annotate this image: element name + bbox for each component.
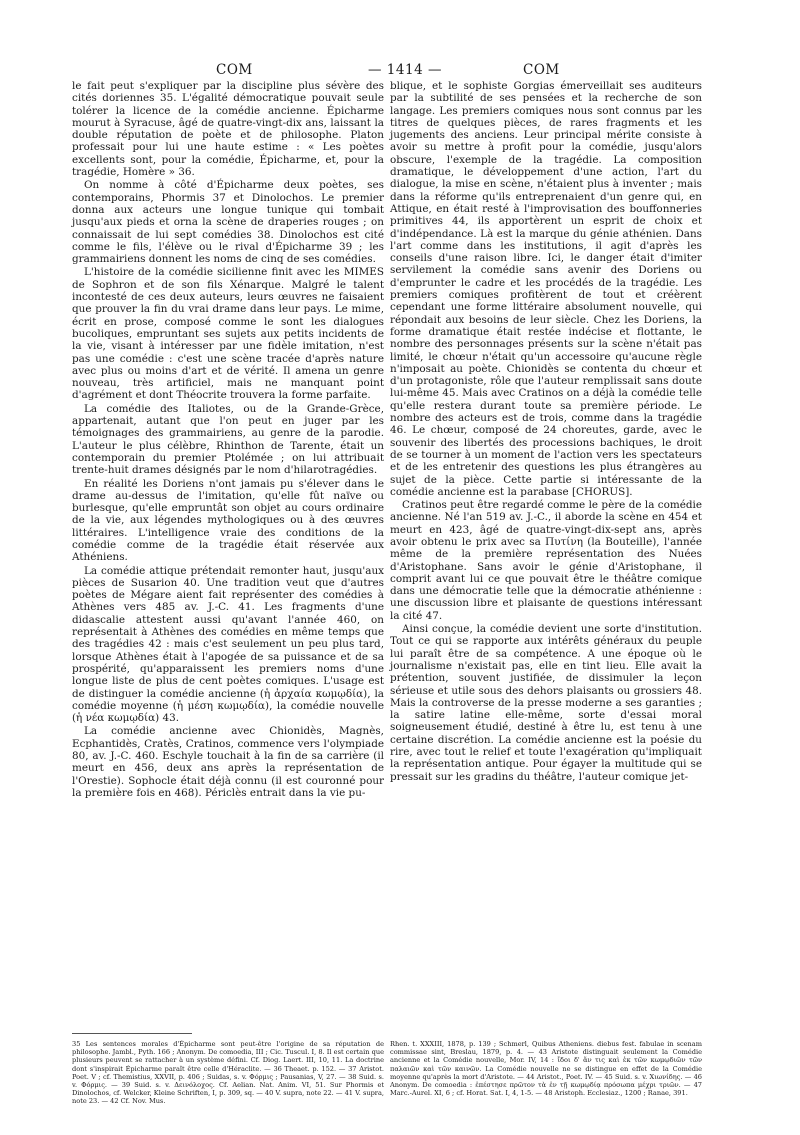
right-column	[390, 80, 702, 783]
paragraph: La comédie des Italiotes, ou de la Grande-Grèce, appartenait, autant que l'on peut en juger par les témoignages des grammairiens, au genre de la parodie. L'auteur le plus célèbre, Rhinthon de Tarente, était un contemporain du premier Ptolémée ; on lui attribuait trente-huit drames désignés par le nom d'hilarotragédies.	[72, 402, 384, 477]
paragraph: La comédie ancienne avec Chionidès, Magnès, Ecphantidès, Cratès, Cratinos, commence vers l'olympiade 80, av. J.-C. 460. Eschyle touchait à la fin de sa carrière (il meurt en 456, deux ans après la représentation de l'Orestie). Sophocle était déjà connu (il est couronné pour la première fois en 468). Périclès entrait dans la vie pu-	[72, 725, 384, 799]
footnotes-left: 35 Les sentences morales d'Épicharme sont peut-être l'origine de sa réputation de philosophe. Jambl., Pyth. 166 ; Anonym. De comoedia, III ; Cic. Tuscul. I, 8. Il est certain que plusieurs peuvent se rattacher à un système défini. Cf. Diog. Laert. III, 10, 11. La doctrine dont s'inspirait Épicharme paraît être celle d'Héraclite. — 36 Theaet. p. 152. — 37 Aristot. Poet. V ; cf. Themistius, XXVII, p. 406 ; Suidas, s. v. Φόρμις ; Pausanias, V, 27. — 38 Suid. s. v. Φόρμις. — 39 Suid. s. v. Δεινόλοχος. Cf. Aelian. Nat. Anim. VI, 51. Sur Phormis et Dinolochos, cf. Welcker, Kleine Schriften, I, p. 309, sq. — 40 V. supra, note 22. — 41 V. supra, note 23. — 42 Cf. Nov. Mus.	[72, 1040, 384, 1106]
footnotes-right: Rhen. t. XXXIII, 1878, p. 139 ; Schmerl, Quibus Atheniens. diebus fest. fabulae in scenam commissae sint, Breslau, 1879, p. 4. — 43 Aristote distinguait seulement la Comédie ancienne et la Comédie nouvelle, Mor. IV, 14 : ἴδοι δ' ἄν τις καὶ ἐκ τῶν κωμῳδιῶν τῶν παλαιῶν καὶ τῶν καινῶν. La Comédie nouvelle ne se distingue en effet de la Comédie moyenne qu'après la mort d'Aristote. — 44 Aristot., Poet. IV. — 45 Suid. s. v. Χιωνίδης. — 46 Anonym. De comoedia : ἐπέστησε πρῶτον τὰ ἐν τῇ κωμῳδίᾳ πρόσωπα μέχρι τριῶν. — 47 Marc.-Aurel. XI, 6 ; cf. Horat. Sat. I, 4, 1-5. — 48 Aristoph. Ecclesiaz., 1200 ; Ranae, 391.	[390, 1040, 702, 1098]
paragraph: blique, et le sophiste Gorgias émerveillait ses auditeurs par la subtilité de ses pensées et la recherche de son langage. Les premiers comiques nous sont connus par les titres de quelques pièces, de rares fragments et les jugements des anciens. Leur principal mérite consiste à avoir su mettre à profit pour la comédie, jusqu'alors obscure, l'exemple de la tragédie. La composition dramatique, le développement d'une action, l'art du dialogue, la mise en scène, n'étaient plus à inventer ; mais dans la réforme qu'ils entreprenaient d'un genre qui, en Attique, en était resté à l'improvisation des bouffonneries primitives 44, ils apportèrent un esprit de choix et d'indépendance. Là est la marque du génie athénien. Dans l'art comme dans les institutions, il agit d'après les conseils d'une raison libre. Ici, le danger était d'imiter servilement la comédie sans avenir des Doriens ou d'emprunter le cadre et les procédés de la tragédie. Les premiers comiques profitèrent de tout et créèrent cependant une forme littéraire absolument nouvelle, qui répondait aux besoins de leur siècle. Chez les Doriens, la forme dramatique était restée indécise et flottante, le nombre des personnages présents sur la scène n'était pas limité, le chœur n'était qu'un accessoire qu'aucune règle n'imposait au poète. Chionidès se contenta du chœur et d'un protagoniste, rôle que l'auteur remplissait sans doute lui-même 45. Mais avec Cratinos on a déjà la comédie telle qu'elle restera durant toute sa première période. Le nombre des acteurs est de trois, comme dans la tragédie 46. Le chœur, composé de 24 choreutes, garde, avec le souvenir des libertés des processions bachiques, le droit de se tourner à un moment de l'action vers les spectateurs et de les entretenir des questions les plus étrangères au sujet de la pièce. Cette partie si intéressante de la comédie ancienne est la parabase [CHORUS].	[390, 80, 702, 498]
paragraph: On nomme à côté d'Épicharme deux poètes, ses contemporains, Phormis 37 et Dinolochos. Le premier donna aux acteurs une longue tunique qui tombait jusqu'aux pieds et orna la scène de draperies rouges ; on connaissait de lui sept comédies 38. Dinolochos est cité comme le fils, l'élève ou le rival d'Épicharme 39 ; les grammairiens donnent les noms de cinq de ses comédies.	[72, 179, 384, 266]
paragraph: L'histoire de la comédie sicilienne finit avec les MIMES de Sophron et de son fils Xénarque. Malgré le talent incontesté de ces deux auteurs, leurs œuvres ne faisaient que prouver la fin du vrai drame dans leur pays. Le mime, écrit en prose, composé comme le sont les dialogues bucoliques, empruntant ses sujets aux petits incidents de la vie, visant à intéresser par une fidèle imitation, n'est pas une comédie : c'est une scène tracée d'après nature avec plus ou moins d'art et de vérité. Il amena un genre nouveau, très artificiel, mais ne manquant point d'agrément et dont Théocrite trouvera la forme parfaite.	[72, 266, 384, 402]
paragraph: En réalité les Doriens n'ont jamais pu s'élever dans le drame au-dessus de l'imitation, qu'elle fût naïve ou burlesque, qu'elle empruntât son objet au cours ordinaire de la vie, aux légendes mythologiques ou à des œuvres littéraires. L'intelligence vraie des conditions de la comédie comme de la tragédie était réservée aux Athéniens.	[72, 477, 384, 564]
left-column	[72, 80, 384, 799]
running-head-right: COM	[523, 62, 560, 78]
paragraph: La comédie attique prétendait remonter haut, jusqu'aux pièces de Susarion 40. Une tradition veut que d'autres poètes de Mégare aient fait représenter des comédies à Athènes vers 485 av. J.-C. 41. Les fragments d'une didascalie attestent aussi qu'avant l'année 460, on représentait à Athènes des comédies en même temps que des tragédies 42 : mais c'est seulement un peu plus tard, lorsque Athènes était à l'apogée de sa puissance et de sa prospérité, qu'apparaissent les premiers noms d'une longue liste de plus de cent poètes comiques. L'usage est de distinguer la comédie ancienne (ἡ ἀρχαία κωμῳδία), la comédie moyenne (ἡ μέση κωμῳδία), la comédie nouvelle (ἡ νέα κωμῳδία) 43.	[72, 564, 384, 725]
paragraph: le fait peut s'expliquer par la discipline plus sévère des cités doriennes 35. L'égalité démocratique pouvait seule tolérer la licence de la comédie ancienne. Épicharme mourut à Syracuse, âgé de quatre-vingt-dix ans, laissant la double réputation de poète et de philosophe. Platon professait pour lui une haute estime : « Les poètes excellents sont, pour la comédie, Épicharme, et, pour la tragédie, Homère » 36.	[72, 80, 384, 179]
paragraph: Cratinos peut être regardé comme le père de la comédie ancienne. Né l'an 519 av. J.-C., il aborde la scène en 454 et meurt en 423, âgé de quatre-vingt-dix-sept ans, après avoir obtenu le prix avec sa Πυτίνη (la Bouteille), l'année même de la première représentation des Nuées d'Aristophane. Sans avoir le génie d'Aristophane, il comprit avant lui ce que pouvait être le théâtre comique dans une démocratie telle que la démocratie athénienne : une discussion libre et plaisante de questions intéressant la cité 47.	[390, 499, 702, 622]
paragraph: Ainsi conçue, la comédie devient une sorte d'institution. Tout ce qui se rapporte aux intérêts généraux du peuple lui paraît être de sa compétence. A une époque où le journalisme n'existait pas, elle en tint lieu. Elle avait la prétention, souvent justifiée, de dissimuler la leçon sérieuse et utile sous des dehors plaisants ou grossiers 48. Mais la controverse de la presse moderne a ses garanties ; la satire latine elle-même, sorte d'essai moral soigneusement étudié, destiné à être lu, est tenu à une certaine discrétion. La comédie ancienne est la poésie du rire, avec tout le relief et toute l'exagération qu'impliquait la représentation antique. Pour égayer la multitude qui se pressait sur les gradins du théâtre, l'auteur comique jet-	[390, 623, 702, 783]
footnote-rule	[72, 1033, 192, 1034]
running-head-left: COM	[216, 62, 253, 78]
page-number: — 1414 —	[368, 62, 442, 78]
